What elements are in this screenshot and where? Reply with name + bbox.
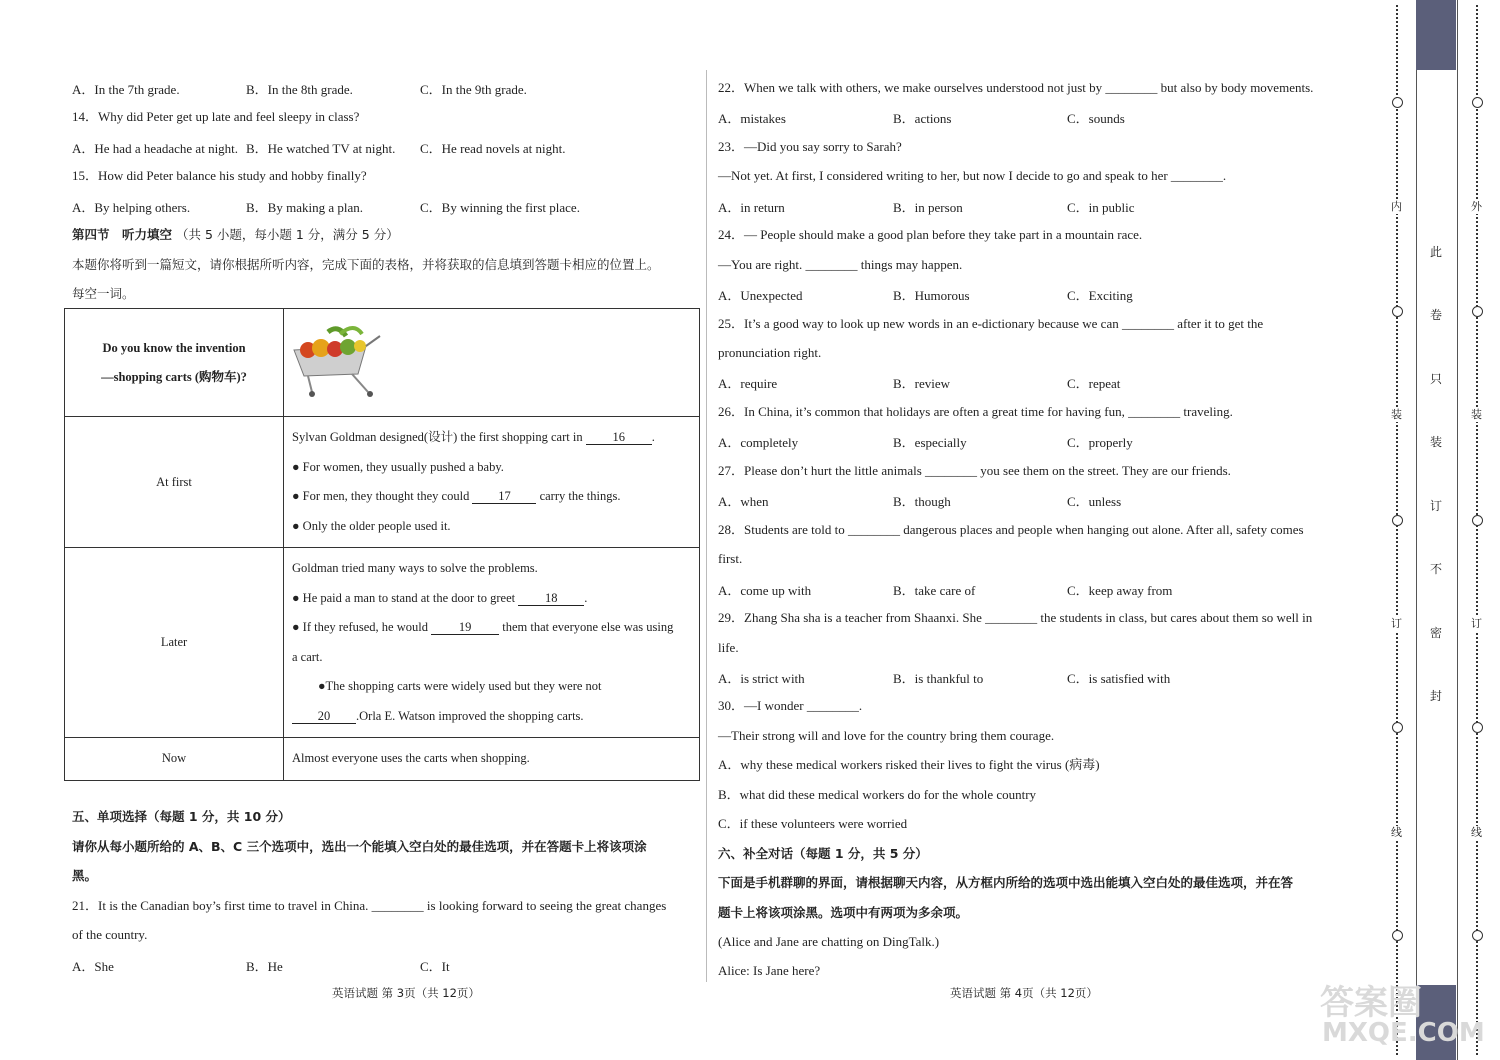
q13-option-a: A．In the 7th grade. bbox=[72, 82, 180, 97]
notice-char: 只 bbox=[1430, 372, 1443, 386]
q28-stem: 28．Students are told to ________ dangerous places and people when hanging out alone. After all, safety comes bbox=[718, 522, 1304, 537]
q29-stem-cont: life. bbox=[718, 640, 739, 655]
notice-strip-top bbox=[1416, 0, 1456, 70]
row1-line3-end: carry the things. bbox=[536, 489, 621, 503]
section6-context: (Alice and Jane are chatting on DingTalk.) bbox=[718, 934, 940, 949]
outer-mark-char: 外 bbox=[1471, 200, 1482, 213]
q29-stem: 29．Zhang Sha sha is a teacher from Shaanxi. She ________ the students in class, but cares about them so well in bbox=[718, 610, 1313, 625]
notice-char: 装 bbox=[1430, 435, 1443, 449]
notice-char: 卷 bbox=[1430, 308, 1443, 322]
row2-line3: ● If they refused, he would bbox=[292, 620, 432, 634]
table-title-line2: —shopping carts (购物车)? bbox=[101, 369, 247, 384]
q30-stem: 30．—I wonder ________. bbox=[718, 698, 863, 713]
q27-option-b: B．though bbox=[893, 494, 951, 509]
q15-option-c: C．By winning the first place. bbox=[420, 200, 580, 215]
q24-option-c: C．Exciting bbox=[1067, 288, 1133, 303]
inner-mark-char: 线 bbox=[1391, 826, 1402, 839]
row-body-later: Goldman tried many ways to solve the problems. ● He paid a man to stand at the door to greet 18 . ● If they refused, he would 19 them that everyone else was using a cart. ●The shopping carts were widely used but they were not 20 .Orla E. Watson improved the shopping carts. bbox=[284, 548, 700, 738]
binding-hole bbox=[1472, 306, 1483, 317]
q29-option-b: B．is thankful to bbox=[893, 671, 984, 686]
q24-stem-cont: —You are right. ________ things may happen. bbox=[718, 257, 963, 272]
q28-option-c: C．keep away from bbox=[1067, 583, 1173, 598]
q30-option-c: C．if these volunteers were worried bbox=[718, 816, 908, 831]
row-head-now: Now bbox=[65, 738, 284, 781]
q25-option-c: C．repeat bbox=[1067, 376, 1121, 391]
section6-instruction: 下面是手机群聊的界面，请根据聊天内容，从方框内所给的选项中选出能填入空白处的最佳选项，并在答 bbox=[718, 875, 1294, 890]
q22-stem: 22．When we talk with others, we make ourselves understood not just by ________ but also by body movements. bbox=[718, 80, 1314, 95]
page4-footer: 英语试题 第 4页（共 12页） bbox=[950, 986, 1098, 1000]
q23-stem: 23．—Did you say sorry to Sarah? bbox=[718, 139, 902, 154]
q22-option-b: B．actions bbox=[893, 111, 952, 126]
row1-line2: ● For women, they usually pushed a baby. bbox=[292, 459, 504, 474]
blank-18: 18 bbox=[518, 591, 584, 606]
q28-option-a: A．come up with bbox=[718, 583, 812, 598]
q23-option-a: A．in return bbox=[718, 200, 785, 215]
notice-char: 密 bbox=[1430, 626, 1443, 640]
q14-stem: 14．Why did Peter get up late and feel sleepy in class? bbox=[72, 109, 360, 124]
section6-instruction-cont: 题卡上将该项涂黑。选项中有两项为多余项。 bbox=[718, 905, 969, 920]
row1-line1: Sylvan Goldman designed(设计) the first shopping cart in bbox=[292, 430, 586, 444]
q27-stem: 27．Please don’t hurt the little animals ________ you see them on the street. They are our friends. bbox=[718, 463, 1231, 478]
q13-option-b: B．In the 8th grade. bbox=[246, 82, 353, 97]
q21-stem-cont: of the country. bbox=[72, 927, 148, 942]
binding-hole bbox=[1472, 722, 1483, 733]
q29-option-a: A．is strict with bbox=[718, 671, 805, 686]
q30-option-a: A．why these medical workers risked their lives to fight the virus (病毒) bbox=[718, 757, 1100, 772]
page3-footer: 英语试题 第 3页（共 12页） bbox=[332, 986, 480, 1000]
q27-option-c: C．unless bbox=[1067, 494, 1122, 509]
table-title-cell bbox=[65, 309, 284, 417]
q27-option-a: A．when bbox=[718, 494, 769, 509]
notice-char: 不 bbox=[1430, 562, 1443, 576]
binding-hole bbox=[1392, 930, 1403, 941]
q15-option-b: B．By making a plan. bbox=[246, 200, 363, 215]
section4-instruction-cont: 每空一词。 bbox=[72, 286, 135, 301]
section5-instruction: 请你从每小题所给的 A、B、C 三个选项中，选出一个能填入空白处的最佳选项，并在答题卡上将该项涂 bbox=[72, 839, 647, 854]
table-title-line1: Do you know the invention bbox=[102, 340, 246, 355]
q15-stem: 15．How did Peter balance his study and hobby finally? bbox=[72, 168, 367, 183]
q15-option-a: A．By helping others. bbox=[72, 200, 191, 215]
q25-stem: 25．It’s a good way to look up new words in an e-dictionary because we can ________ after it to get the bbox=[718, 316, 1264, 331]
section4-instruction: 本题你将听到一篇短文，请你根据所听内容，完成下面的表格，并将获取的信息填到答题卡相应的位置上。 bbox=[72, 257, 660, 272]
q23-option-b: B．in person bbox=[893, 200, 963, 215]
section4-score: （共 5 小题，每小题 1 分，满分 5 分） bbox=[176, 227, 399, 242]
q26-stem: 26．In China, it’s common that holidays are often a great time for having fun, ________ traveling. bbox=[718, 404, 1233, 419]
row1-line4: ● Only the older people used it. bbox=[292, 518, 451, 533]
table-row-at-first bbox=[65, 417, 700, 548]
outer-mark-char: 线 bbox=[1471, 826, 1482, 839]
blank-20: 20 bbox=[292, 709, 356, 724]
inner-mark-char: 内 bbox=[1391, 200, 1402, 213]
row2-line1: Goldman tried many ways to solve the problems. bbox=[292, 561, 538, 575]
inner-binding-line bbox=[1396, 5, 1398, 1055]
q14-option-a: A．He had a headache at night. bbox=[72, 141, 239, 156]
q30-option-b: B．what did these medical workers do for the whole country bbox=[718, 787, 1037, 802]
q21-stem: 21．It is the Canadian boy’s first time to travel in China. ________ is looking forward to seeing the great changes bbox=[72, 898, 667, 913]
notice-strip bbox=[1416, 0, 1458, 1060]
row-body-at-first: Sylvan Goldman designed(设计) the first shopping cart in 16 . ● For women, they usually pushed a baby. ● For men, they thought they could 17 carry the things. ● Only the older people used it. bbox=[284, 417, 700, 548]
section6-title: 六、补全对话（每题 1 分，共 5 分） bbox=[718, 846, 928, 861]
q26-option-c: C．properly bbox=[1067, 435, 1133, 450]
inner-mark-char: 装 bbox=[1391, 408, 1402, 421]
section5-title: 五、单项选择（每题 1 分，共 10 分） bbox=[72, 809, 291, 824]
binding-hole bbox=[1472, 515, 1483, 526]
notice-char: 订 bbox=[1430, 499, 1443, 513]
q23-stem-cont: —Not yet. At first, I considered writing to her, but now I decide to go and speak to her ________. bbox=[718, 168, 1227, 183]
binding-hole bbox=[1392, 97, 1403, 108]
section5-instruction-cont: 黑。 bbox=[72, 868, 98, 883]
q25-option-a: A．require bbox=[718, 376, 778, 391]
outer-mark-char: 装 bbox=[1471, 408, 1482, 421]
shopping-cart-picture bbox=[288, 322, 388, 400]
row-head-later: Later bbox=[65, 548, 284, 738]
blank-17: 17 bbox=[472, 489, 536, 504]
q21-option-b: B．He bbox=[246, 959, 283, 974]
table-row-now bbox=[65, 738, 700, 781]
row-body-now: Almost everyone uses the carts when shopping. bbox=[284, 738, 700, 781]
q23-option-c: C．in public bbox=[1067, 200, 1135, 215]
q13-option-c: C．In the 9th grade. bbox=[420, 82, 527, 97]
outer-binding-line bbox=[1476, 5, 1478, 1055]
q24-option-b: B．Humorous bbox=[893, 288, 970, 303]
q30-stem-cont: —Their strong will and love for the country bring them courage. bbox=[718, 728, 1055, 743]
row2-line6: .Orla E. Watson improved the shopping carts. bbox=[356, 708, 584, 723]
binding-hole bbox=[1392, 515, 1403, 526]
q24-option-a: A．Unexpected bbox=[718, 288, 803, 303]
blank-19: 19 bbox=[431, 620, 499, 635]
row2-line4: a cart. bbox=[292, 649, 323, 664]
binding-hole bbox=[1472, 930, 1483, 941]
row-head-at-first: At first bbox=[65, 417, 284, 548]
q25-stem-cont: pronunciation right. bbox=[718, 345, 822, 360]
q26-option-b: B．especially bbox=[893, 435, 967, 450]
binding-hole bbox=[1392, 722, 1403, 733]
binding-hole bbox=[1472, 97, 1483, 108]
binding-hole bbox=[1392, 306, 1403, 317]
outer-mark-char: 订 bbox=[1471, 617, 1482, 630]
center-divider bbox=[706, 70, 707, 982]
q29-option-c: C．is satisfied with bbox=[1067, 671, 1171, 686]
q22-option-c: C．sounds bbox=[1067, 111, 1125, 126]
row2-line5: ●The shopping carts were widely used but they were not bbox=[318, 679, 602, 693]
q28-option-b: B．take care of bbox=[893, 583, 976, 598]
dialogue-line-1: Alice: Is Jane here? bbox=[718, 963, 821, 978]
table-row-later bbox=[65, 548, 700, 738]
inner-mark-char: 订 bbox=[1391, 617, 1402, 630]
q24-stem: 24．— People should make a good plan before they take part in a mountain race. bbox=[718, 227, 1143, 242]
row2-line2: ● He paid a man to stand at the door to greet bbox=[292, 590, 519, 605]
q14-option-c: C．He read novels at night. bbox=[420, 141, 566, 156]
row1-line3: ● For men, they thought they could bbox=[292, 489, 473, 503]
q26-option-a: A．completely bbox=[718, 435, 799, 450]
q22-option-a: A．mistakes bbox=[718, 111, 786, 126]
q25-option-b: B．review bbox=[893, 376, 951, 391]
notice-char: 封 bbox=[1430, 689, 1443, 703]
q14-option-b: B．He watched TV at night. bbox=[246, 141, 396, 156]
q21-option-c: C．It bbox=[420, 959, 450, 974]
watermark-url: MXQE.COM bbox=[1322, 1018, 1485, 1048]
watermark-logo: 答案圈 bbox=[1320, 983, 1422, 1023]
section4-heading bbox=[72, 226, 399, 244]
notice-char: 此 bbox=[1430, 245, 1443, 259]
blank-16: 16 bbox=[586, 430, 652, 445]
q28-stem-cont: first. bbox=[718, 551, 743, 566]
section4-title: 第四节 听力填空 bbox=[72, 227, 173, 242]
q21-option-a: A．She bbox=[72, 959, 114, 974]
row2-line3-end: them that everyone else was using bbox=[499, 620, 674, 634]
